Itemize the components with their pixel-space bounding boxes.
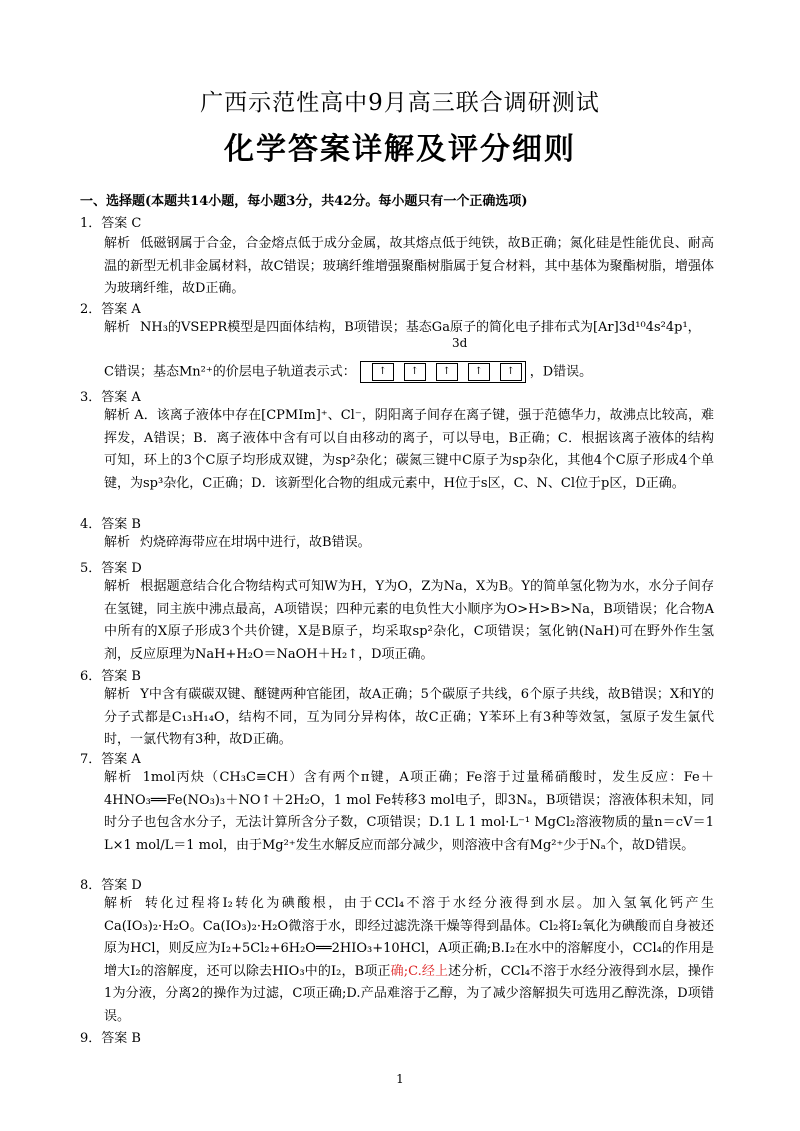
explanation-continued — [104, 361, 714, 384]
exam-title: 广西示范性高中9月高三联合调研测试 — [200, 90, 600, 116]
explanation — [104, 317, 714, 340]
explanation-lead: 解析 — [104, 236, 131, 251]
explanation — [104, 576, 714, 666]
question-number: 5．答案 D — [80, 561, 142, 576]
explanation-text: 低磁钢属于合金，合金熔点低于成分金属，故其熔点低于纯铁，故B正确；氮化硅是性能优良、耐高温的新型无机非金属材料，故C错误；玻璃纤维增强聚酯树脂属于复合材料，其中基体为聚酯树脂，增强体为玻璃纤维，故D正确。 — [104, 236, 714, 296]
explanation-text: Y中含有碳碳双键、醚键两种官能团，故A正确；5个碳原子共线，6个原子共线，故B错误；X和Y的分子式都是C₁₃H₁₄O，结构不同，互为同分异构体，故C正确；Y苯环上有3种等效氢，氢原子发生氯代时，一氯代物有3种，故D正确。 — [104, 687, 714, 747]
answer-subtitle: 化学答案详解及评分细则 — [224, 132, 576, 167]
explanation — [104, 684, 714, 752]
question-number: 8．答案 D — [80, 878, 142, 893]
section-heading: 一、选择题(本题共14小题，每小题3分，共42分。每小题只有一个正确选项) — [80, 194, 528, 209]
orbital-up-arrow: ↑ — [468, 363, 490, 381]
explanation-lead: 解析 — [104, 770, 133, 785]
orbital-up-arrow: ↑ — [372, 363, 394, 381]
question-number: 6．答案 B — [80, 669, 141, 684]
page-number: 1 — [396, 1072, 404, 1086]
orbital-up-arrow: ↑ — [500, 363, 522, 381]
explanation: 解析 A．该离子液体中存在[CPMIm]⁺、Cl⁻，阴阳离子间存在离子键，强于范德华力，故沸点比较高，难挥发，A错误；B．离子液体中含有可以自由移动的离子，可以导电，B正确；C．根据该离子液体的结构可知，环上的3个C原子均形成双键，为sp²杂化；碳氮三键中C原子为sp杂化，其他4个C原子形成4个单键，为sp³杂化，C正确；D．该新型化合物的组成元素中，H位于s区，C、N、Cl位于p区，D正确。 — [104, 408, 714, 491]
question-number: 7．答案 A — [80, 752, 141, 767]
explanation — [104, 532, 714, 555]
explanation — [104, 767, 714, 857]
explanation-lead: 解析 — [104, 579, 131, 594]
question-number: 3．答案 A — [80, 390, 141, 405]
orbital-up-arrow: ↑ — [404, 363, 426, 381]
orbital-up-arrow: ↑ — [436, 363, 458, 381]
explanation — [104, 893, 714, 1028]
explanation — [104, 233, 714, 301]
explanation-lead: 解析 — [104, 687, 131, 702]
explanation-text: C错误；基态Mn²⁺的价层电子轨道表示式： — [104, 364, 356, 380]
explanation-lead: 解析 — [104, 320, 131, 335]
highlighted-text: 确;C.经上 — [390, 963, 449, 979]
explanation-text: 根据题意结合化合物结构式可知W为H，Y为O，Z为Na，X为B。Y的简单氢化物为水，水分子间存在氢键，同主族中沸点最高，A项错误；四种元素的电负性大小顺序为O>H>B>Na，B项错误；化合物A中所有的X原子形成3个共价键，X是B原子，均采取sp²杂化，C项错误；氢化钠(NaH)可在野外作生氢剂，反应原理为NaH+H₂O＝NaOH＋H₂↑，D项正确。 — [104, 579, 714, 662]
orbital-diagram — [360, 361, 526, 383]
question-number: 4．答案 B — [80, 517, 141, 532]
explanation-text: 转化过程将I₂转化为碘酸根，由于CCl₄不溶于水经分液得到水层。加入氢氧化钙产生Ca(IO₃)₂·H₂O。Ca(IO₃)₂·H₂O微溶于水，即经过滤洗涤干燥等得到晶体。Cl₂将I₂氧化为碘酸而自身被还原为HCl，则反应为I₂+5Cl₂+6H₂O══2HIO₃+10HCl，A项正确;B.I₂在水中的溶解度小，CCl₄的作用是增大I₂的溶解度，还可以除去HIO₃中的I₂，B项正 — [104, 896, 714, 979]
question-number: 2．答案 A — [80, 302, 141, 317]
explanation-text: 灼烧碎海带应在坩埚中进行，故B错误。 — [140, 535, 371, 550]
explanation-text: ，D错误。 — [529, 364, 593, 380]
question-number: 9．答案 B — [80, 1031, 141, 1046]
question-number: 1．答案 C — [80, 216, 142, 231]
explanation-text: 述分析，CCl₄不溶于水经分液得到水层，操作1为分液，分离2的操作为过滤，C项正确;D.产品难溶于乙醇，为了减少溶解损失可选用乙醇洗涤，D项错误。 — [104, 963, 715, 1024]
explanation-text: 1mol丙炔（CH₃C≡CH）含有两个π键，A项正确；Fe溶于过量稀硝酸时，发生反应：Fe＋4HNO₃══Fe(NO₃)₃＋NO↑＋2H₂O，1 mol Fe转移3 mol电子，即3Nₐ，B项错误；溶液体积未知，同时分子也包含水分子，无法计算所含分子数，C项错误；D.1 L 1 mol·L⁻¹ MgCl₂溶液物质的量n＝cV＝1 L×1 mol/L＝1 mol，由于Mg²⁺发生水解反应而部分减少，则溶液中含有Mg²⁺少于Nₐ个，故D错误。 — [104, 770, 714, 853]
explanation-lead: 解析 — [104, 896, 135, 911]
explanation-lead: 解析 — [104, 535, 131, 550]
explanation-text: NH₃的VSEPR模型是四面体结构，B项错误；基态Ga原子的简化电子排布式为[Ar]3d¹⁰4s²4p¹， — [140, 320, 701, 335]
orbital-label: 3d — [452, 336, 468, 350]
